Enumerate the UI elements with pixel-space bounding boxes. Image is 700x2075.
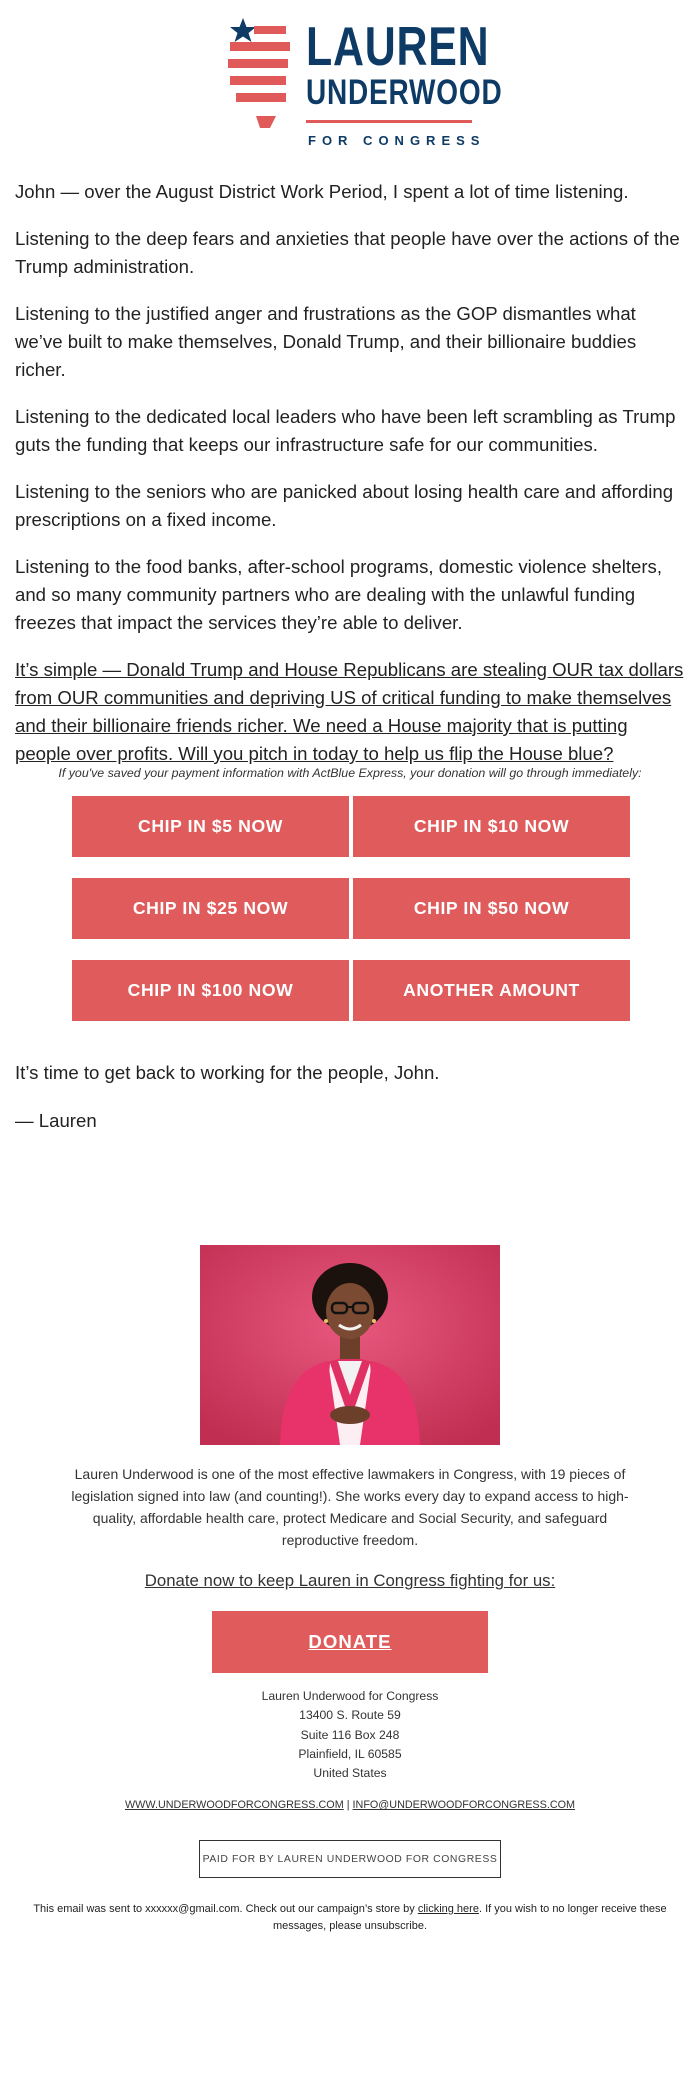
chip-in-25-button[interactable]: CHIP IN $25 NOW xyxy=(72,878,349,939)
body-paragraph: Listening to the justified anger and frustrations as the GOP dismantles what we’ve built to make themselves, Donald Trump, and their billionaire buddies richer. xyxy=(15,303,637,380)
chip-in-100-button[interactable]: CHIP IN $100 NOW xyxy=(72,960,349,1021)
mailing-address xyxy=(0,1687,700,1783)
chip-in-50-button[interactable]: CHIP IN $50 NOW xyxy=(353,878,630,939)
closing-line: It’s time to get back to working for the people, John. xyxy=(15,1062,440,1083)
body-paragraph: Listening to the food banks, after-school programs, domestic violence shelters, and so many community partners who are dealing with the unlawful funding freezes that impact the services they’re able to deliver. xyxy=(15,556,662,633)
donate-prompt-link[interactable]: Donate now to keep Lauren in Congress fighting for us: xyxy=(144,1571,556,1590)
logo-first-name: LAUREN xyxy=(306,15,490,77)
chip-in-5-button[interactable]: CHIP IN $5 NOW xyxy=(72,796,349,857)
logo-divider xyxy=(306,120,472,123)
footer-links xyxy=(0,1799,700,1811)
logo-last-name: UNDERWOOD xyxy=(306,73,503,112)
address-suite: Suite 116 Box 248 xyxy=(300,1727,400,1742)
another-amount-button[interactable]: ANOTHER AMOUNT xyxy=(353,960,630,1021)
actblue-express-note: If you've saved your payment information with ActBlue Express, your donation will go through immediately: xyxy=(58,766,642,780)
chip-in-10-button[interactable]: CHIP IN $10 NOW xyxy=(353,796,630,857)
unsubscribe-text: . If you wish to no longer receive these messages, please unsubscribe. xyxy=(272,1903,667,1932)
candidate-portrait-icon xyxy=(200,1245,500,1445)
body-paragraph: Listening to the deep fears and anxieties that people have over the actions of the Trump administration. xyxy=(15,228,680,277)
donation-ask-link[interactable]: It’s simple — Donald Trump and House Republicans are stealing OUR tax dollars from OUR communities and depriving US of critical funding to make themselves and their billionaire friends richer. We need a House majority that is putting people over profits. Will you pitch in today to help us flip the House blue? xyxy=(15,659,684,764)
donate-prompt xyxy=(0,1571,700,1591)
link-separator: | xyxy=(346,1799,350,1811)
body-paragraph: John — over the August District Work Period, I spent a lot of time listening. xyxy=(15,181,629,202)
website-link[interactable]: WWW.UNDERWOODFORCONGRESS.COM xyxy=(124,1799,344,1811)
paid-for-disclaimer: PAID FOR BY LAUREN UNDERWOOD FOR CONGRESS xyxy=(199,1840,501,1878)
sent-notice-text: This email was sent to xxxxxx@gmail.com. Check out our campaign’s store by xyxy=(33,1903,418,1915)
signoff: — Lauren xyxy=(15,1110,97,1131)
logo-tagline: FOR CONGRESS xyxy=(308,133,486,148)
address-city: Plainfield, IL 60585 xyxy=(298,1746,402,1761)
sent-notice xyxy=(28,1901,672,1935)
donate-button[interactable]: DONATE xyxy=(212,1611,488,1673)
body-paragraph: Listening to the seniors who are panicked about losing health care and affording prescriptions on a fixed income. xyxy=(15,481,674,530)
ask-paragraph xyxy=(15,656,687,768)
address-street: 13400 S. Route 59 xyxy=(299,1708,401,1723)
store-link[interactable]: clicking here xyxy=(417,1903,479,1915)
portrait-illustration xyxy=(200,1245,500,1445)
body-paragraph: Listening to the dedicated local leaders who have been left scrambling as Trump guts the funding that keeps our infrastructure safe for our communities. xyxy=(15,406,676,455)
campaign-logo xyxy=(226,15,503,148)
email-closing xyxy=(15,1059,687,1155)
candidate-bio: Lauren Underwood is one of the most effective lawmakers in Congress, with 19 pieces of legislation signed into law (and counting!). She works every day to expand access to high-quality, affordable health care, protect Medicare and Social Security, and safeguard reproductive freedom. xyxy=(71,1466,629,1548)
address-org-name: Lauren Underwood for Congress xyxy=(261,1689,439,1703)
illinois-flag-icon xyxy=(226,16,292,134)
email-link[interactable]: INFO@UNDERWOODFORCONGRESS.COM xyxy=(352,1799,576,1811)
address-country: United States xyxy=(313,1766,387,1781)
email-body xyxy=(15,178,687,787)
